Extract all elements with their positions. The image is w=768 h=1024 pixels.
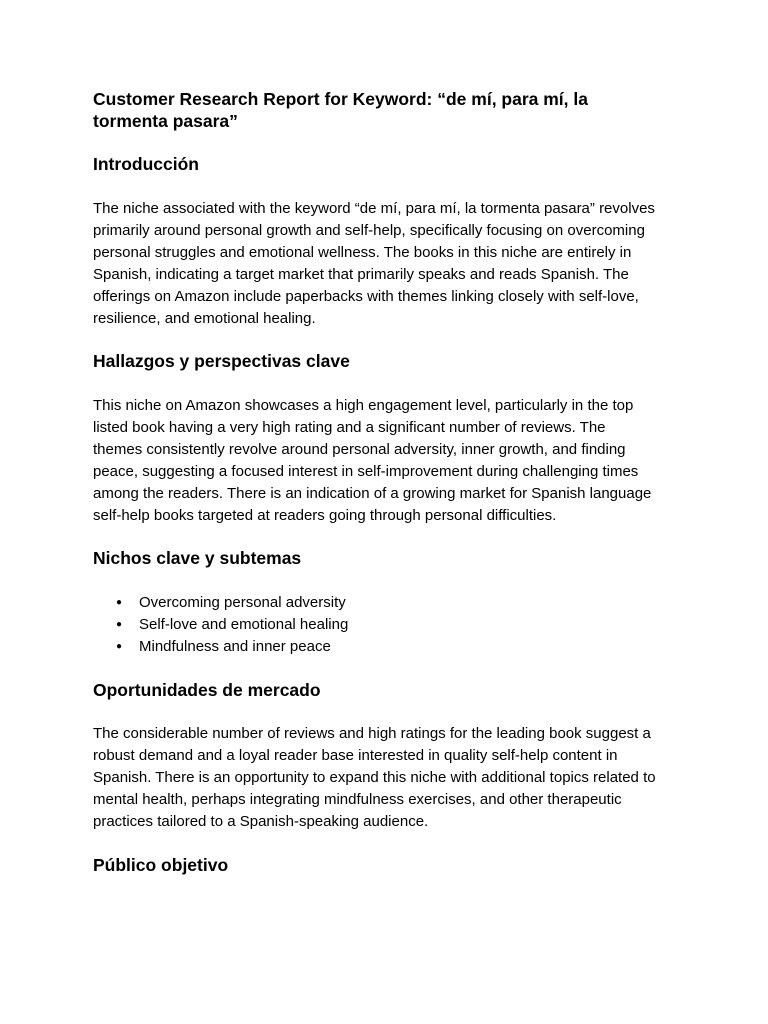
- paragraph-introduccion: [93, 198, 655, 330]
- text-line: peace, suggesting a focused interest in self-improvement during challenging times: [93, 463, 639, 480]
- title-line: tormenta pasara”: [93, 111, 238, 131]
- list-item: ● Self-love and emotional healing: [93, 614, 348, 636]
- heading-introduccion: Introducción: [93, 154, 199, 174]
- heading-oportunidades: Oportunidades de mercado: [93, 680, 321, 700]
- text-line: self-help books targeted at readers going through personal difficulties.: [93, 507, 557, 524]
- paragraph-oportunidades: [93, 723, 656, 833]
- text-line: resilience, and emotional healing.: [93, 310, 316, 327]
- text-line: practices tailored to a Spanish-speaking audience.: [93, 813, 429, 830]
- text-line: The niche associated with the keyword “de mí, para mí, la tormenta pasara” revolves: [93, 200, 655, 217]
- list-item: ● Mindfulness and inner peace: [93, 636, 348, 658]
- text-line: personal struggles and emotional wellness. The books in this niche are entirely in: [93, 244, 632, 261]
- text-line: offerings on Amazon include paperbacks with themes linking closely with self-love,: [93, 288, 639, 305]
- heading-publico: Público objetivo: [93, 855, 229, 875]
- text-line: primarily around personal growth and self-help, specifically focusing on overcoming: [93, 222, 645, 239]
- text-line: The considerable number of reviews and high ratings for the leading book suggest a: [93, 725, 651, 742]
- text-line: This niche on Amazon showcases a high engagement level, particularly in the top: [93, 397, 634, 414]
- document-title: [93, 88, 588, 132]
- text-line: Spanish. There is an opportunity to expand this niche with additional topics related to: [93, 769, 656, 786]
- text-line: themes consistently revolve around personal adversity, inner growth, and finding: [93, 441, 626, 458]
- title-line: Customer Research Report for Keyword: “de mí, para mí, la: [93, 89, 588, 109]
- list-item: ● Overcoming personal adversity: [93, 592, 348, 614]
- text-line: robust demand and a loyal reader base interested in quality self-help content in: [93, 747, 618, 764]
- text-line: among the readers. There is an indication of a growing market for Spanish language: [93, 485, 652, 502]
- heading-hallazgos: Hallazgos y perspectivas clave: [93, 351, 350, 371]
- bullet-list-nichos: [93, 592, 348, 658]
- paragraph-hallazgos: [93, 395, 651, 527]
- text-line: Spanish, indicating a target market that primarily speaks and reads Spanish. The: [93, 266, 629, 283]
- text-line: mental health, perhaps integrating mindfulness exercises, and other therapeutic: [93, 791, 622, 808]
- text-line: listed book having a very high rating and a significant number of reviews. The: [93, 419, 606, 436]
- heading-nichos: Nichos clave y subtemas: [93, 548, 302, 568]
